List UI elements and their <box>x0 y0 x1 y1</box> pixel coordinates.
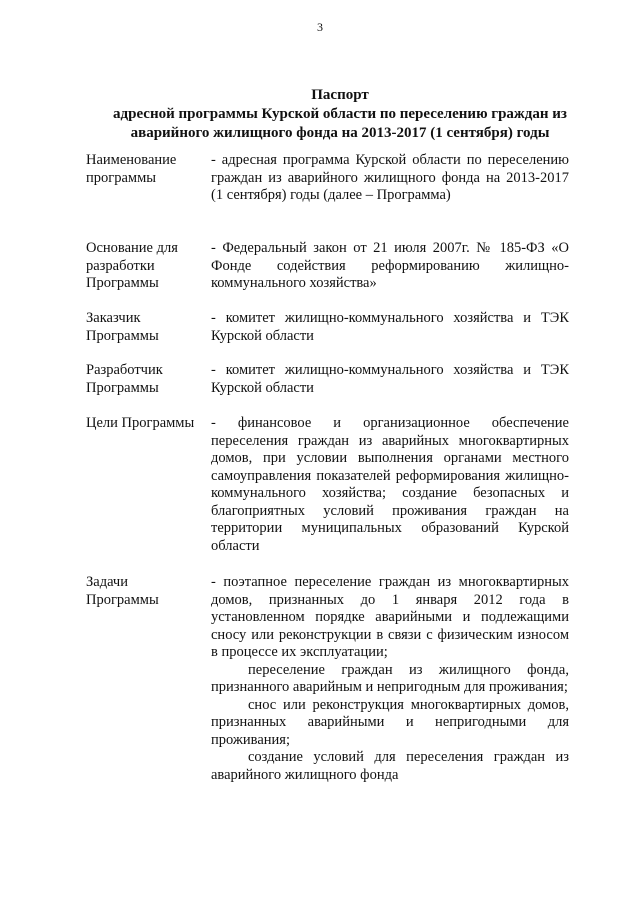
section-text: - адресная программа Курской области по переселению граждан из аварийного жилищного фонда на 2013-2017 (1 сентября) годы (далее – Программа) <box>211 152 569 203</box>
document-title: Паспорт <box>311 87 369 103</box>
section-text: - финансовое и организационное обеспечение переселения граждан из аварийных многоквартирных домов, при условии выполнения органами местного самоуправления показателей реформирования жилищно-коммунального хозяйства; создание безопасных и благоприятных условий проживания граждан на территории муниципальных образований Курской области <box>211 415 569 554</box>
document-subtitle-line-2: аварийного жилищного фонда на 2013-2017 (1 сентября) годы <box>130 125 550 141</box>
section-label: Разработчик Программы <box>86 362 163 396</box>
section-label: Задачи Программы <box>86 574 159 608</box>
section-text <box>211 574 569 784</box>
page-number: 3 <box>317 20 323 34</box>
section-label: Наименование программы <box>86 152 177 186</box>
task-item: - поэтапное переселение граждан из многоквартирных домов, признанных до 1 января 2012 года в установленном порядке аварийными и подлежащими сносу или реконструкции в связи с физическим износом в процессе их эксплуатации; <box>211 574 569 660</box>
section-label: Основание для разработки Программы <box>86 240 178 291</box>
section-text: - комитет жилищно-коммунального хозяйства и ТЭК Курской области <box>211 362 569 396</box>
task-item: снос или реконструкция многоквартирных домов, признанных аварийными и непригодными для проживания; <box>211 696 569 748</box>
document-subtitle-line-1: адресной программы Курской области по переселению граждан из <box>113 106 567 122</box>
section-label: Заказчик Программы <box>86 310 159 344</box>
section-text: - комитет жилищно-коммунального хозяйства и ТЭК Курской области <box>211 310 569 344</box>
section-text: - Федеральный закон от 21 июля 2007г. № 185-ФЗ «О Фонде содействия реформированию жилищно-коммунального хозяйства» <box>211 240 569 291</box>
section-label: Цели Программы <box>86 415 195 431</box>
task-item: переселение граждан из жилищного фонда, признанного аварийным и непригодным для проживания; <box>211 661 569 695</box>
task-item: создание условий для переселения граждан из аварийного жилищного фонда <box>211 749 569 783</box>
